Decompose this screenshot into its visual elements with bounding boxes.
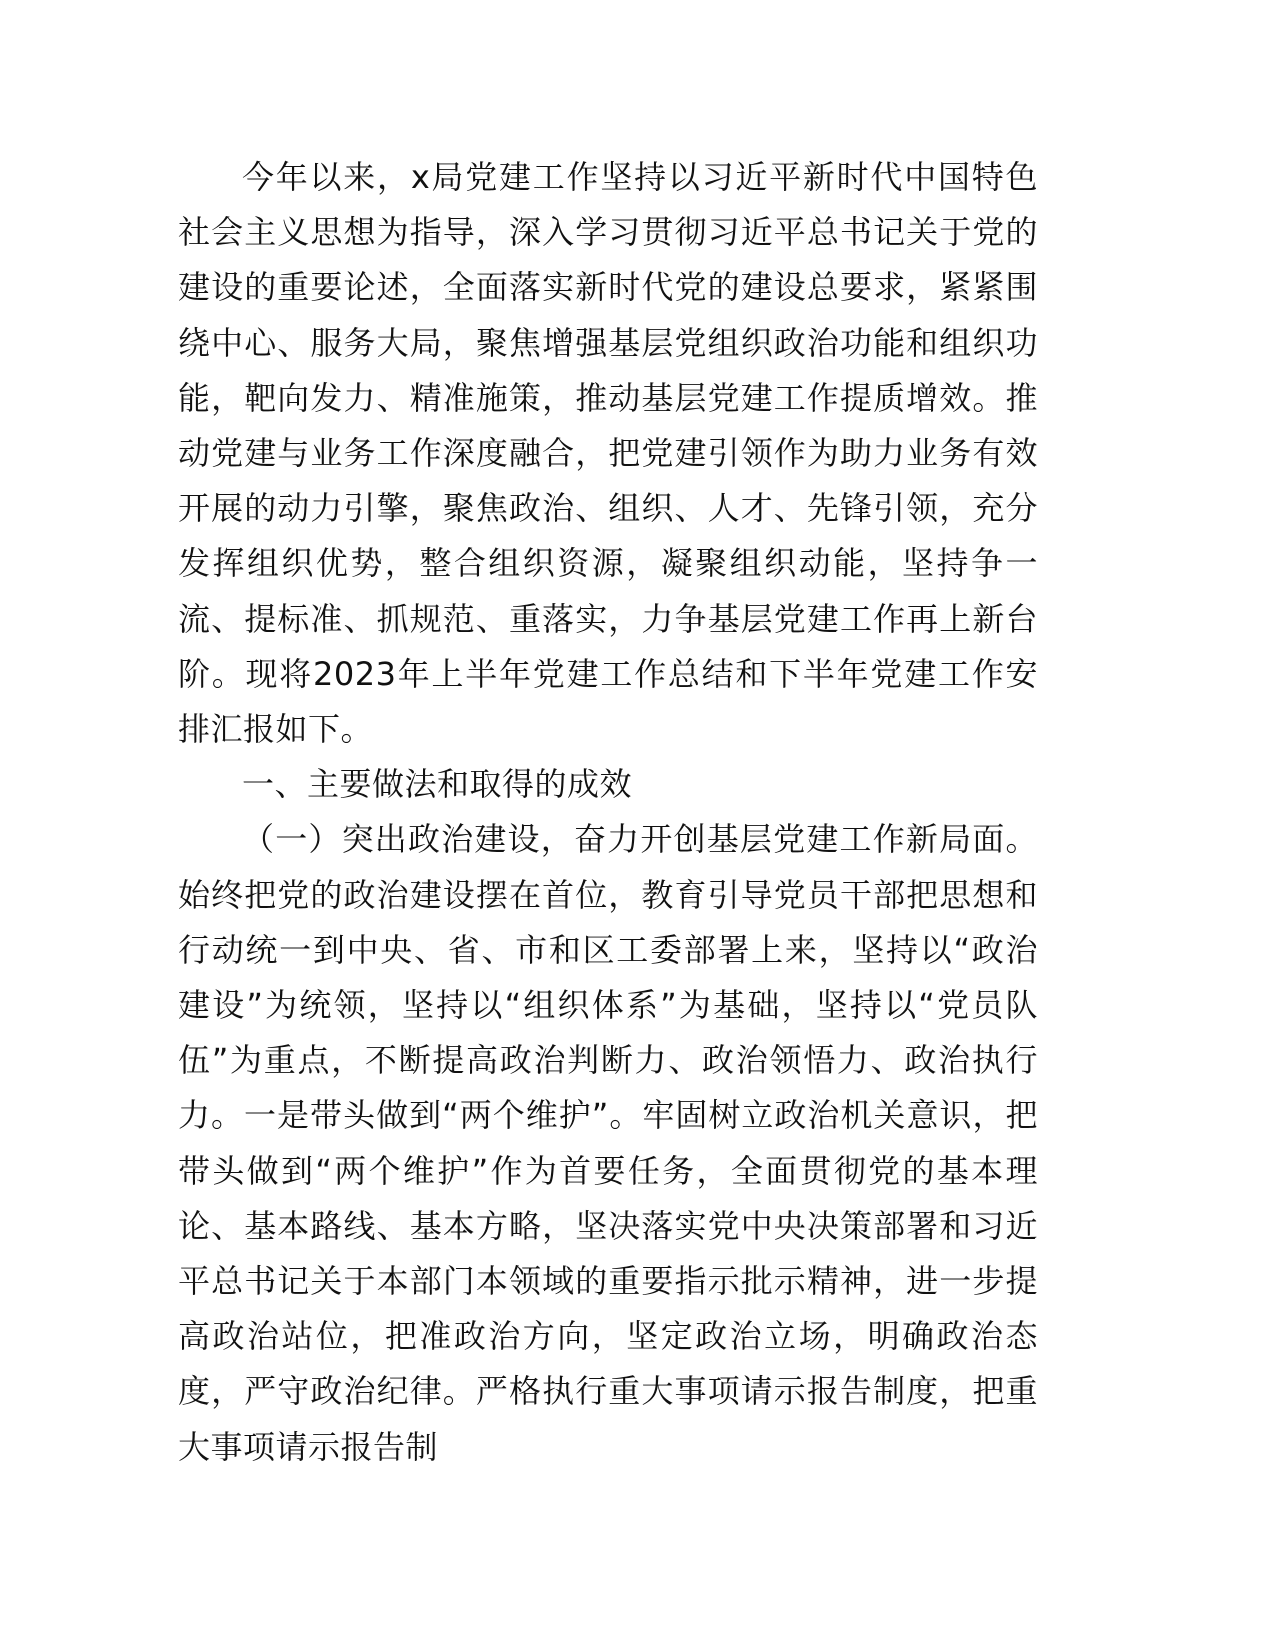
intro-paragraph: 今年以来，x局党建工作坚持以习近平新时代中国特色社会主义思想为指导，深入学习贯彻习近平总书记关于党的建设的重要论述，全面落实新时代党的建设总要求，紧紧围绕中心、服务大局，聚焦增强基层党组织政治功能和组织功能，靶向发力、精准施策，推动基层党建工作提质增效。推动党建与业务工作深度融合，把党建引领作为助力业务有效开展的动力引擎，聚焦政治、组织、人才、先锋引领，充分发挥组织优势，整合组织资源，凝聚组织动能，坚持争一流、提标准、抓规范、重落实，力争基层党建工作再上新台阶。现将2023年上半年党建工作总结和下半年党建工作安排汇报如下。: [178, 158, 1038, 749]
subsection-paragraph: （一）突出政治建设，奋力开创基层党建工作新局面。始终把党的政治建设摆在首位，教育引导党员干部把思想和行动统一到中央、省、市和区工委部署上来，坚持以“政治建设”为统领，坚持以“组织体系”为基础，坚持以“党员队伍”为重点，不断提高政治判断力、政治领悟力、政治执行力。一是带头做到“两个维护”。牢固树立政治机关意识，把带头做到“两个维护”作为首要任务，全面贯彻党的基本理论、基本路线、基本方略，坚决落实党中央决策部署和习近平总书记关于本部门本领域的重要指示批示精神，进一步提高政治站位，把准政治方向，坚定政治立场，明确政治态度，严守政治纪律。严格执行重大事项请示报告制度，把重大事项请示报告制: [178, 820, 1038, 1466]
section-heading: 一、主要做法和取得的成效: [242, 765, 633, 804]
document-body: [178, 150, 1038, 1475]
